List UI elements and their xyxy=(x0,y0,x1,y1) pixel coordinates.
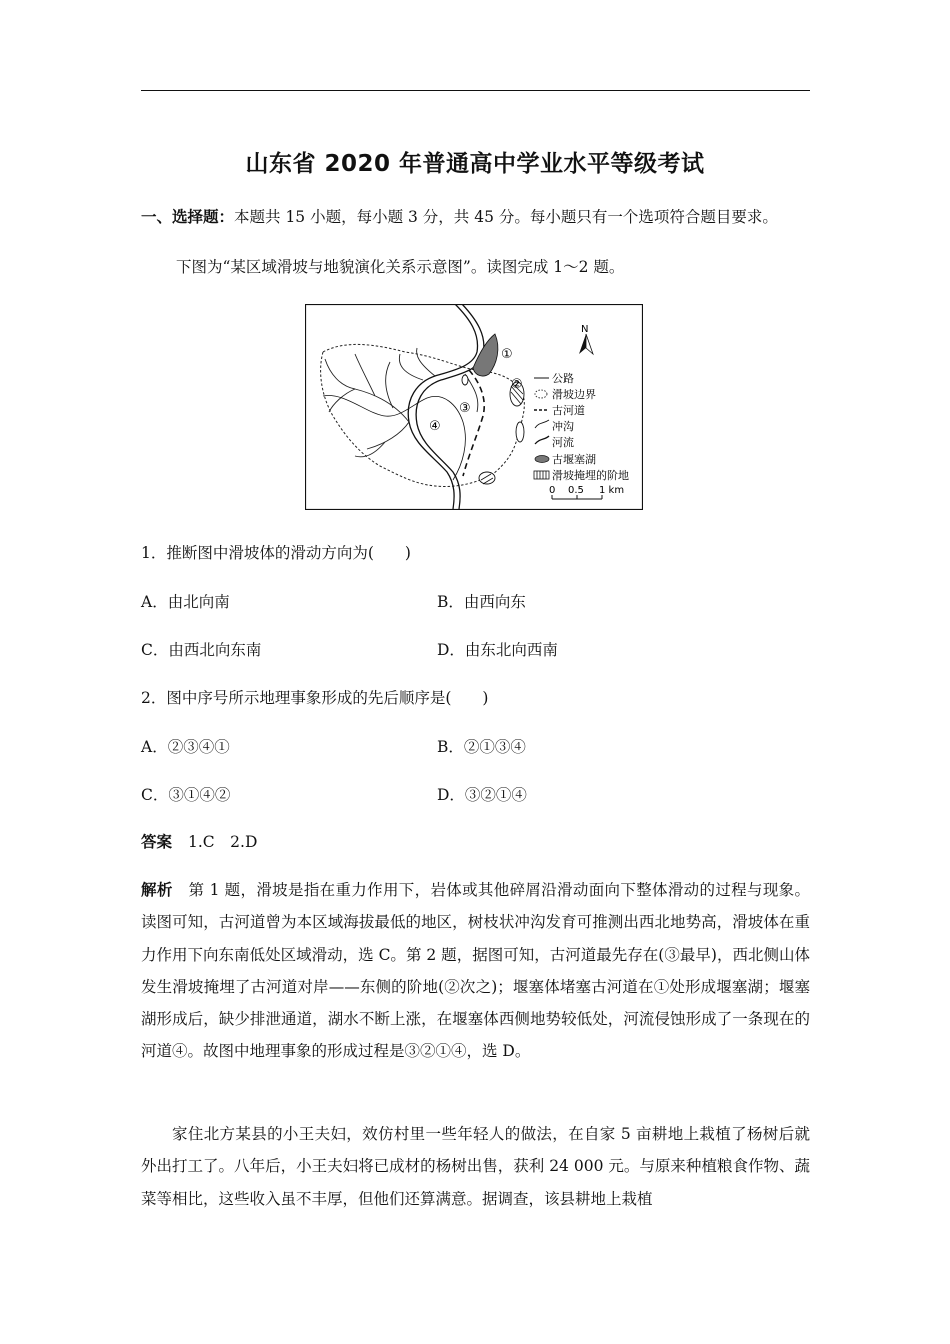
marker-2: ② xyxy=(511,377,523,392)
marker-4: ④ xyxy=(429,419,441,434)
explanation-paragraph xyxy=(141,874,810,1068)
legend-boundary: 滑坡边界 xyxy=(552,388,596,401)
question-1-option-a: A．由北向南 xyxy=(141,593,230,611)
question-2-option-b: B．②①③④ xyxy=(437,738,526,756)
question-2-option-c: C．③①④② xyxy=(141,786,231,804)
answer-value: 1.C 2.D xyxy=(188,833,258,851)
question-2-option-d: D．③②①④ xyxy=(437,786,527,804)
question-1-stem: 1．推断图中滑坡体的滑动方向为( ) xyxy=(141,544,411,562)
legend-gully: 冲沟 xyxy=(552,420,574,433)
section-text: 本题共 15 小题，每小题 3 分，共 45 分。每小题只有一个选项符合题目要求。 xyxy=(234,208,778,226)
question-2-option-a: A．②③④① xyxy=(141,738,230,756)
figure-intro: 下图为“某区域滑坡与地貌演化关系示意图”。读图完成 1～2 题。 xyxy=(176,258,625,276)
legend-dammed-lake: 古堰塞湖 xyxy=(552,453,596,466)
explanation-text: 第 1 题，滑坡是指在重力作用下，岩体或其他碎屑沿滑动面向下整体滑动的过程与现象。读图可知，古河道曾为本区域海拔最低的地区，树枝状冲沟发育可推测出西北地势高，滑坡体在重力作用下向东南低处区域滑动，选 C。第 2 题，据图可知，古河道最先存在(③最早)，西北侧山体发生滑坡掩埋了古河道对岸——东侧的阶地(②次之)；堰塞体堵塞古河道在①处形成堰塞湖；堰塞湖形成后，缺少排泄通道，湖水不断上涨，在堰塞体西侧地势较低处，河流侵蚀形成了一条现在的河道④。故图中地理事象的形成过程是③②①④，选 D。 xyxy=(141,881,810,1061)
question-2-stem: 2．图中序号所示地理事象形成的先后顺序是( ) xyxy=(141,689,489,707)
answer-label: 答案 xyxy=(141,833,173,851)
question-1-option-b: B．由西向东 xyxy=(437,593,526,611)
legend-terrace: 滑坡掩埋的阶地 xyxy=(552,469,629,482)
scale-tick-1: 0.5 xyxy=(568,485,584,496)
page-title: 山东省 2020 年普通高中学业水平等级考试 xyxy=(245,151,705,177)
question-1-option-d: D．由东北向西南 xyxy=(437,641,558,659)
scale-tick-0: 0 xyxy=(549,485,556,496)
section-heading xyxy=(141,205,778,227)
header-rule xyxy=(141,90,810,91)
explanation-label: 解析 xyxy=(141,881,173,899)
answer-line xyxy=(141,830,257,852)
legend-river: 河流 xyxy=(552,436,574,449)
north-label: N xyxy=(581,324,589,335)
passage-paragraph: 家住北方某县的小王夫妇，效仿村里一些年轻人的做法，在自家 5 亩耕地上栽植了杨树后就外出打工了。八年后，小王夫妇将已成材的杨树出售，获利 24 000 元。与原来种植粮食作物、蔬菜等相比，这些收入虽不丰厚，但他们还算满意。据调查，该县耕地上栽植 xyxy=(141,1125,810,1208)
scale-tick-2: 1 km xyxy=(599,485,625,496)
legend-road: 公路 xyxy=(552,372,574,385)
legend-ancient-channel: 古河道 xyxy=(552,404,585,417)
marker-1: ① xyxy=(501,347,513,362)
question-1-option-c: C．由西北向东南 xyxy=(141,641,262,659)
section-label: 一、选择题： xyxy=(141,208,235,226)
landslide-map xyxy=(305,304,643,510)
marker-3: ③ xyxy=(459,401,471,416)
